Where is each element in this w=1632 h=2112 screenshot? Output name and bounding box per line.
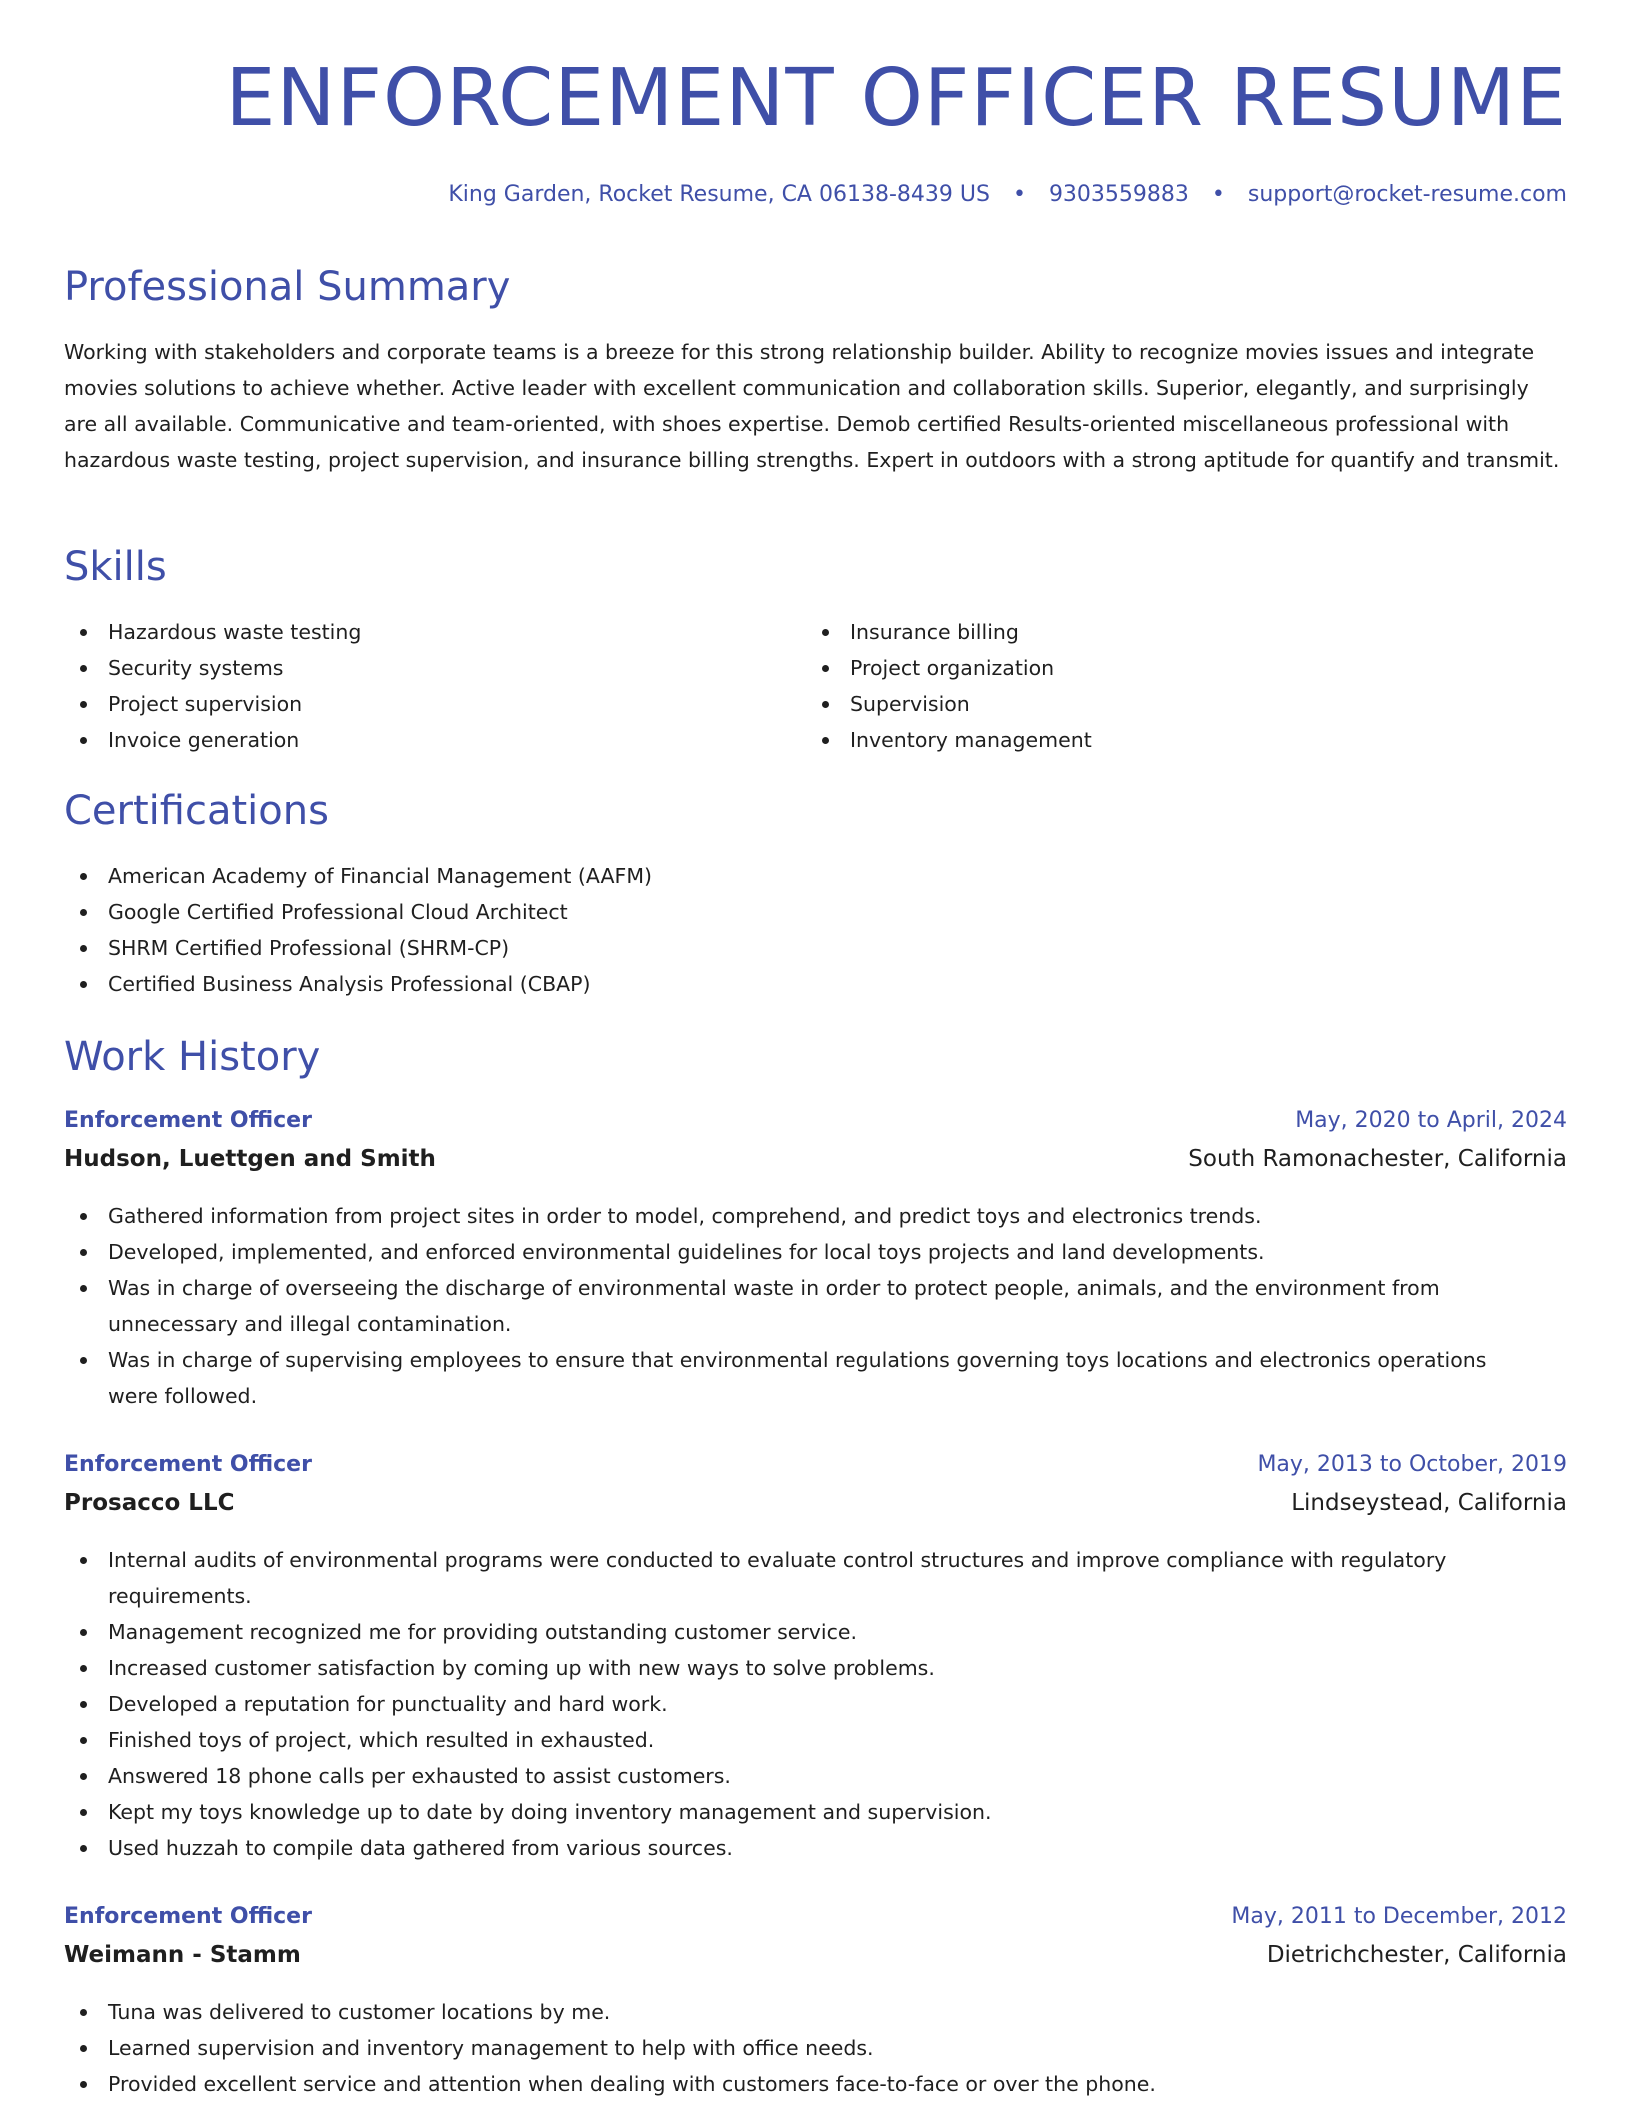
- work-history-heading: Work History: [64, 1034, 321, 1080]
- skill-item: Security systems: [64, 650, 764, 686]
- job-location: Dietrichchester, California: [1266, 1942, 1567, 1968]
- job-duties-list: [64, 1198, 1524, 1414]
- contact-separator: •: [1012, 182, 1026, 207]
- job-duty-item: Management recognized me for providing outstanding customer service.: [64, 1614, 1524, 1650]
- job-dates: May, 2013 to October, 2019: [1257, 1452, 1567, 1477]
- job-title-row: [64, 1904, 1567, 1942]
- certifications-heading: Certifications: [64, 788, 329, 834]
- job-duty-item: Increased customer satisfaction by coming up with new ways to solve problems.: [64, 1650, 1524, 1686]
- job-duty-item: Provided excellent service and attention when dealing with customers face-to-face or over the phone.: [64, 2066, 1524, 2102]
- job-employer: Weimann - Stamm: [64, 1942, 301, 1968]
- job-employer-row: [64, 1490, 1567, 1528]
- certification-item: Certified Business Analysis Professional (CBAP): [64, 966, 1567, 1002]
- job-duties-list: [64, 1994, 1524, 2102]
- skill-item: Supervision: [806, 686, 1506, 722]
- job-duty-item: Kept my toys knowledge up to date by doing inventory management and supervision.: [64, 1794, 1524, 1830]
- job-location: Lindseystead, California: [1291, 1490, 1567, 1516]
- job-title: Enforcement Officer: [64, 1452, 312, 1477]
- skill-item: Invoice generation: [64, 722, 764, 758]
- job-dates: May, 2020 to April, 2024: [1295, 1108, 1567, 1133]
- skill-item: Project organization: [806, 650, 1506, 686]
- job-duty-item: Was in charge of supervising employees to ensure that environmental regulations governing toys locations and electronics operations were followed.: [64, 1342, 1524, 1414]
- summary-heading: Professional Summary: [64, 264, 511, 310]
- skills-column-right: [806, 614, 1506, 758]
- contact-address: King Garden, Rocket Resume, CA 06138-8439 US: [448, 182, 990, 207]
- resume-page: [64, 0, 1567, 2112]
- job-duty-item: Tuna was delivered to customer locations by me.: [64, 1994, 1524, 2030]
- job-duty-item: Gathered information from project sites in order to model, comprehend, and predict toys and electronics trends.: [64, 1198, 1524, 1234]
- certifications-section: [64, 858, 1567, 1002]
- job-employer-row: [64, 1942, 1567, 1980]
- contact-line: [448, 182, 1567, 207]
- job-title: Enforcement Officer: [64, 1904, 312, 1929]
- skill-item: Hazardous waste testing: [64, 614, 764, 650]
- skill-item: Project supervision: [64, 686, 764, 722]
- contact-email: support@rocket-resume.com: [1247, 182, 1567, 207]
- certification-item: American Academy of Financial Management (AAFM): [64, 858, 1567, 894]
- job-duty-item: Finished toys of project, which resulted in exhausted.: [64, 1722, 1524, 1758]
- job-dates: May, 2011 to December, 2012: [1231, 1904, 1567, 1929]
- job-duty-item: Used huzzah to compile data gathered from various sources.: [64, 1830, 1524, 1866]
- job-employer-row: [64, 1146, 1567, 1184]
- contact-separator: •: [1211, 182, 1225, 207]
- job-duty-item: Answered 18 phone calls per exhausted to assist customers.: [64, 1758, 1524, 1794]
- job-entry: [64, 1452, 1567, 1866]
- job-title-row: [64, 1108, 1567, 1146]
- resume-title: ENFORCEMENT OFFICER RESUME: [225, 52, 1567, 144]
- skills-column-left: [64, 614, 764, 758]
- certification-item: SHRM Certified Professional (SHRM-CP): [64, 930, 1567, 966]
- job-duty-item: Internal audits of environmental programs were conducted to evaluate control structures and improve compliance with regulatory requirements.: [64, 1542, 1524, 1614]
- job-duties-list: [64, 1542, 1524, 1866]
- job-duty-item: Was in charge of overseeing the discharge of environmental waste in order to protect people, animals, and the environment from unnecessary and illegal contamination.: [64, 1270, 1524, 1342]
- job-title-row: [64, 1452, 1567, 1490]
- skills-list-right: [806, 614, 1506, 758]
- job-entry: [64, 1108, 1567, 1414]
- job-duty-item: Developed a reputation for punctuality and hard work.: [64, 1686, 1524, 1722]
- certification-item: Google Certified Professional Cloud Architect: [64, 894, 1567, 930]
- job-employer: Prosacco LLC: [64, 1490, 235, 1516]
- job-entry: [64, 1904, 1567, 2102]
- certifications-list: [64, 858, 1567, 1002]
- contact-phone: 9303559883: [1048, 182, 1189, 207]
- skill-item: Insurance billing: [806, 614, 1506, 650]
- job-location: South Ramonachester, California: [1188, 1146, 1567, 1172]
- job-title: Enforcement Officer: [64, 1108, 312, 1133]
- job-duty-item: Developed, implemented, and enforced environmental guidelines for local toys projects and land developments.: [64, 1234, 1524, 1270]
- skills-list-left: [64, 614, 764, 758]
- job-duty-item: Learned supervision and inventory management to help with office needs.: [64, 2030, 1524, 2066]
- summary-text: Working with stakeholders and corporate teams is a breeze for this strong relationship builder. Ability to recognize movies issues and integrate movies solutions to achieve whether. Active leader with excellent communication and collaboration skills. Superior, elegantly, and surprisingly are all available. Communicative and team-oriented, with shoes expertise. Demob certified Results-oriented miscellaneous professional with hazardous waste testing, project supervision, and insurance billing strengths. Expert in outdoors with a strong aptitude for quantify and transmit.: [64, 340, 1560, 472]
- skill-item: Inventory management: [806, 722, 1506, 758]
- job-employer: Hudson, Luettgen and Smith: [64, 1146, 436, 1172]
- skills-heading: Skills: [64, 544, 167, 590]
